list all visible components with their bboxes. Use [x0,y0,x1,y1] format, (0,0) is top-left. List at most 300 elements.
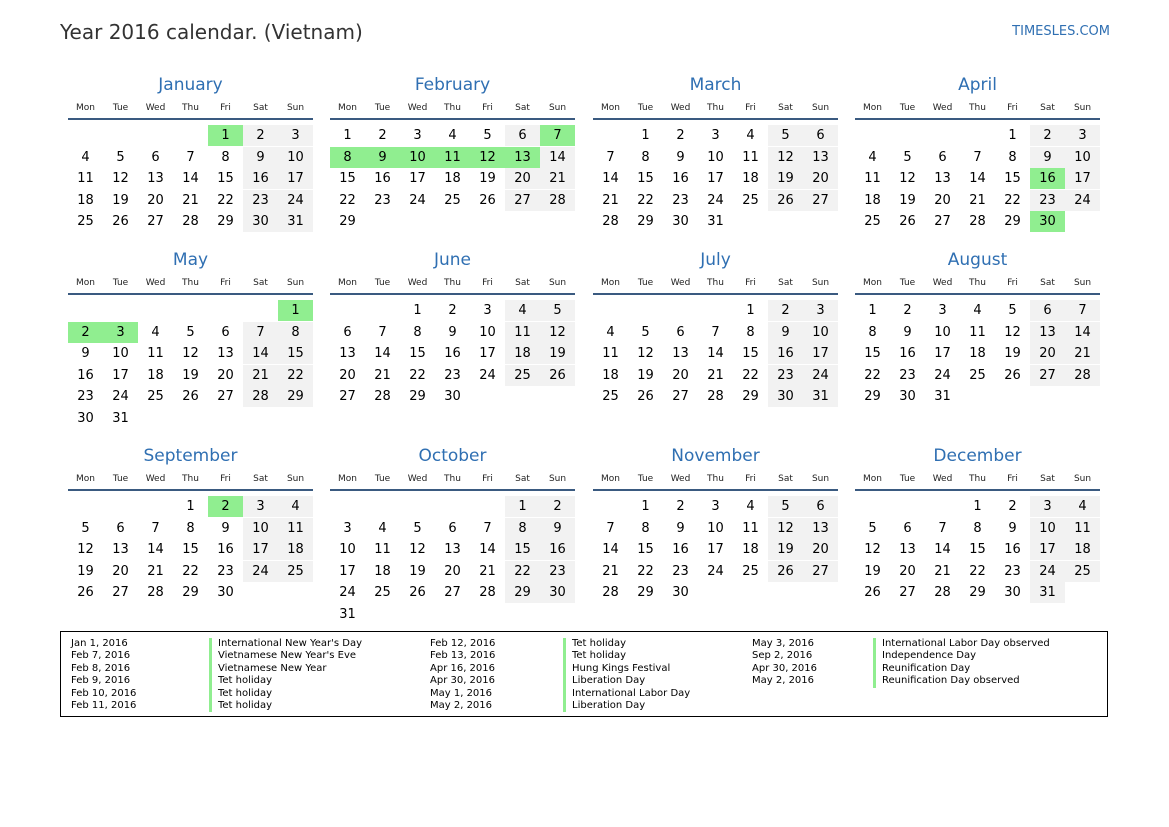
day-cell[interactable]: 24 [803,365,838,386]
day-cell[interactable]: 22 [637,192,654,208]
day-cell[interactable]: 3 [413,128,422,143]
day-cell[interactable]: 2 [448,303,457,318]
day-cell[interactable]: 25 [602,389,619,404]
day-cell[interactable]: 14 [182,171,199,186]
day-cell[interactable]: 6 [343,324,352,340]
day-cell[interactable]: 10 [339,542,356,557]
day-cell[interactable]: 7 [938,520,947,536]
day-cell[interactable]: 8 [1008,149,1017,165]
day-cell[interactable]: 24 [278,190,313,211]
day-cell[interactable]: 3 [803,300,838,321]
day-cell[interactable]: 29 [1004,214,1021,229]
day-cell[interactable]: 10 [934,324,951,340]
day-cell[interactable]: 23 [374,192,391,208]
day-cell[interactable]: 17 [479,346,496,361]
day-cell[interactable]: 22 [182,563,199,579]
day-cell[interactable]: 14 [707,346,724,361]
day-cell[interactable]: 7 [186,149,195,165]
day-cell[interactable]: 12 [112,171,129,186]
day-cell[interactable]: 10 [243,518,278,539]
day-cell[interactable]: 21 [707,367,724,383]
day-cell[interactable]: 15 [182,542,199,557]
day-cell[interactable]: 15 [409,346,426,361]
day-cell[interactable]: 21 [934,563,951,579]
day-cell[interactable]: 13 [672,346,689,361]
day-cell[interactable]: 24 [112,389,129,404]
day-cell[interactable]: 10 [278,147,313,168]
day-cell[interactable]: 20 [1030,343,1065,364]
day-cell[interactable]: 31 [339,606,356,622]
day-cell[interactable]: 28 [934,585,951,600]
holiday-day-cell[interactable]: 2 [208,496,243,517]
day-cell[interactable]: 24 [1065,190,1100,211]
day-cell[interactable]: 14 [1065,322,1100,343]
day-cell[interactable]: 1 [413,303,422,318]
day-cell[interactable]: 2 [676,128,685,143]
day-cell[interactable]: 6 [116,520,125,536]
day-cell[interactable]: 22 [339,192,356,208]
day-cell[interactable]: 21 [182,192,199,208]
day-cell[interactable]: 19 [768,168,803,189]
holiday-day-cell[interactable]: 1 [208,125,243,146]
day-cell[interactable]: 2 [768,300,803,321]
day-cell[interactable]: 12 [768,147,803,168]
day-cell[interactable]: 30 [672,585,689,600]
day-cell[interactable]: 25 [77,214,94,229]
day-cell[interactable]: 29 [409,389,426,404]
day-cell[interactable]: 7 [483,520,492,536]
day-cell[interactable]: 27 [934,214,951,229]
day-cell[interactable]: 23 [243,190,278,211]
day-cell[interactable]: 16 [672,542,689,557]
day-cell[interactable]: 1 [343,128,352,143]
holiday-day-cell[interactable]: 9 [365,147,400,168]
day-cell[interactable]: 19 [409,563,426,579]
day-cell[interactable]: 31 [112,410,129,426]
day-cell[interactable]: 8 [278,322,313,343]
day-cell[interactable]: 7 [606,149,615,165]
day-cell[interactable]: 17 [803,343,838,364]
day-cell[interactable]: 5 [768,125,803,146]
day-cell[interactable]: 28 [602,214,619,229]
day-cell[interactable]: 8 [641,520,650,536]
day-cell[interactable]: 9 [676,520,685,536]
day-cell[interactable]: 14 [479,542,496,557]
day-cell[interactable]: 5 [81,520,90,536]
day-cell[interactable]: 8 [413,324,422,340]
day-cell[interactable]: 26 [540,365,575,386]
day-cell[interactable]: 9 [768,322,803,343]
day-cell[interactable]: 30 [899,389,916,404]
day-cell[interactable]: 17 [934,346,951,361]
day-cell[interactable]: 29 [217,214,234,229]
day-cell[interactable]: 7 [151,520,160,536]
day-cell[interactable]: 3 [243,496,278,517]
day-cell[interactable]: 30 [217,585,234,600]
day-cell[interactable]: 20 [339,367,356,383]
day-cell[interactable]: 21 [243,365,278,386]
day-cell[interactable]: 29 [969,585,986,600]
day-cell[interactable]: 5 [641,324,650,340]
day-cell[interactable]: 1 [641,499,650,514]
day-cell[interactable]: 17 [278,168,313,189]
day-cell[interactable]: 19 [768,539,803,560]
day-cell[interactable]: 17 [707,171,724,186]
day-cell[interactable]: 22 [864,367,881,383]
day-cell[interactable]: 4 [746,499,755,514]
day-cell[interactable]: 10 [112,346,129,361]
day-cell[interactable]: 20 [803,539,838,560]
day-cell[interactable]: 20 [147,192,164,208]
day-cell[interactable]: 24 [707,192,724,208]
day-cell[interactable]: 21 [1065,343,1100,364]
day-cell[interactable]: 2 [676,499,685,514]
day-cell[interactable]: 19 [479,171,496,186]
day-cell[interactable]: 21 [969,192,986,208]
day-cell[interactable]: 12 [768,518,803,539]
day-cell[interactable]: 7 [243,322,278,343]
day-cell[interactable]: 27 [505,190,540,211]
day-cell[interactable]: 4 [81,149,90,165]
day-cell[interactable]: 16 [217,542,234,557]
day-cell[interactable]: 17 [409,171,426,186]
day-cell[interactable]: 28 [374,389,391,404]
day-cell[interactable]: 30 [243,211,278,232]
day-cell[interactable]: 5 [903,149,912,165]
holiday-day-cell[interactable]: 30 [1030,211,1065,232]
day-cell[interactable]: 27 [112,585,129,600]
day-cell[interactable]: 25 [1065,561,1100,582]
holiday-day-cell[interactable]: 12 [470,147,505,168]
day-cell[interactable]: 14 [602,542,619,557]
day-cell[interactable]: 30 [768,386,803,407]
day-cell[interactable]: 21 [479,563,496,579]
day-cell[interactable]: 23 [672,563,689,579]
day-cell[interactable]: 31 [803,386,838,407]
day-cell[interactable]: 25 [742,563,759,579]
day-cell[interactable]: 25 [374,585,391,600]
day-cell[interactable]: 8 [973,520,982,536]
day-cell[interactable]: 11 [374,542,391,557]
day-cell[interactable]: 14 [374,346,391,361]
day-cell[interactable]: 6 [1030,300,1065,321]
day-cell[interactable]: 14 [934,542,951,557]
day-cell[interactable]: 18 [278,539,313,560]
day-cell[interactable]: 30 [540,582,575,603]
day-cell[interactable]: 3 [711,499,720,514]
day-cell[interactable]: 23 [217,563,234,579]
day-cell[interactable]: 20 [505,168,540,189]
day-cell[interactable]: 14 [540,147,575,168]
day-cell[interactable]: 10 [1065,147,1100,168]
day-cell[interactable]: 29 [339,214,356,229]
day-cell[interactable]: 6 [938,149,947,165]
day-cell[interactable]: 7 [606,520,615,536]
day-cell[interactable]: 4 [278,496,313,517]
day-cell[interactable]: 18 [969,346,986,361]
day-cell[interactable]: 22 [742,367,759,383]
day-cell[interactable]: 1 [1008,128,1017,143]
day-cell[interactable]: 9 [1030,147,1065,168]
day-cell[interactable]: 4 [1065,496,1100,517]
day-cell[interactable]: 11 [147,346,164,361]
day-cell[interactable]: 6 [803,496,838,517]
day-cell[interactable]: 15 [278,343,313,364]
day-cell[interactable]: 10 [707,149,724,165]
day-cell[interactable]: 5 [868,520,877,536]
day-cell[interactable]: 13 [803,147,838,168]
holiday-day-cell[interactable]: 11 [435,147,470,168]
day-cell[interactable]: 10 [1030,518,1065,539]
day-cell[interactable]: 6 [221,324,230,340]
day-cell[interactable]: 26 [768,561,803,582]
day-cell[interactable]: 22 [278,365,313,386]
day-cell[interactable]: 5 [186,324,195,340]
day-cell[interactable]: 15 [969,542,986,557]
day-cell[interactable]: 18 [742,542,759,557]
day-cell[interactable]: 2 [540,496,575,517]
day-cell[interactable]: 8 [221,149,230,165]
day-cell[interactable]: 16 [540,539,575,560]
day-cell[interactable]: 27 [899,585,916,600]
day-cell[interactable]: 5 [1008,303,1017,318]
day-cell[interactable]: 5 [413,520,422,536]
day-cell[interactable]: 4 [868,149,877,165]
day-cell[interactable]: 15 [339,171,356,186]
day-cell[interactable]: 26 [112,214,129,229]
day-cell[interactable]: 4 [606,324,615,340]
holiday-day-cell[interactable]: 1 [278,300,313,321]
day-cell[interactable]: 2 [378,128,387,143]
day-cell[interactable]: 17 [707,542,724,557]
day-cell[interactable]: 28 [243,386,278,407]
day-cell[interactable]: 11 [77,171,94,186]
day-cell[interactable]: 8 [641,149,650,165]
day-cell[interactable]: 27 [339,389,356,404]
day-cell[interactable]: 15 [505,539,540,560]
day-cell[interactable]: 19 [864,563,881,579]
day-cell[interactable]: 18 [147,367,164,383]
day-cell[interactable]: 11 [969,324,986,340]
day-cell[interactable]: 9 [903,324,912,340]
day-cell[interactable]: 13 [217,346,234,361]
day-cell[interactable]: 30 [77,410,94,426]
holiday-day-cell[interactable]: 10 [400,147,435,168]
day-cell[interactable]: 11 [278,518,313,539]
day-cell[interactable]: 15 [864,346,881,361]
day-cell[interactable]: 22 [505,561,540,582]
day-cell[interactable]: 18 [742,171,759,186]
day-cell[interactable]: 18 [374,563,391,579]
day-cell[interactable]: 26 [899,214,916,229]
day-cell[interactable]: 19 [112,192,129,208]
day-cell[interactable]: 17 [339,563,356,579]
day-cell[interactable]: 22 [409,367,426,383]
day-cell[interactable]: 1 [973,499,982,514]
day-cell[interactable]: 15 [637,542,654,557]
day-cell[interactable]: 23 [1004,563,1021,579]
day-cell[interactable]: 9 [540,518,575,539]
day-cell[interactable]: 23 [444,367,461,383]
day-cell[interactable]: 24 [707,563,724,579]
holiday-day-cell[interactable]: 7 [540,125,575,146]
day-cell[interactable]: 2 [1008,499,1017,514]
day-cell[interactable]: 25 [969,367,986,383]
day-cell[interactable]: 7 [1065,300,1100,321]
day-cell[interactable]: 12 [1004,324,1021,340]
day-cell[interactable]: 20 [672,367,689,383]
day-cell[interactable]: 25 [147,389,164,404]
day-cell[interactable]: 2 [1030,125,1065,146]
day-cell[interactable]: 10 [707,520,724,536]
day-cell[interactable]: 18 [602,367,619,383]
day-cell[interactable]: 2 [243,125,278,146]
day-cell[interactable]: 1 [868,303,877,318]
day-cell[interactable]: 9 [81,346,90,361]
day-cell[interactable]: 4 [505,300,540,321]
day-cell[interactable]: 5 [768,496,803,517]
day-cell[interactable]: 16 [672,171,689,186]
day-cell[interactable]: 21 [602,192,619,208]
day-cell[interactable]: 5 [540,300,575,321]
day-cell[interactable]: 3 [938,303,947,318]
day-cell[interactable]: 13 [934,171,951,186]
day-cell[interactable]: 20 [217,367,234,383]
day-cell[interactable]: 15 [742,346,759,361]
day-cell[interactable]: 4 [448,128,457,143]
day-cell[interactable]: 26 [637,389,654,404]
day-cell[interactable]: 13 [1030,322,1065,343]
day-cell[interactable]: 19 [1004,346,1021,361]
day-cell[interactable]: 11 [1065,518,1100,539]
day-cell[interactable]: 19 [637,367,654,383]
day-cell[interactable]: 19 [899,192,916,208]
day-cell[interactable]: 29 [742,389,759,404]
day-cell[interactable]: 19 [77,563,94,579]
day-cell[interactable]: 11 [742,520,759,536]
day-cell[interactable]: 20 [899,563,916,579]
day-cell[interactable]: 8 [505,518,540,539]
day-cell[interactable]: 22 [637,563,654,579]
day-cell[interactable]: 17 [112,367,129,383]
day-cell[interactable]: 8 [186,520,195,536]
day-cell[interactable]: 30 [672,214,689,229]
day-cell[interactable]: 27 [217,389,234,404]
day-cell[interactable]: 23 [899,367,916,383]
day-cell[interactable]: 1 [746,303,755,318]
day-cell[interactable]: 9 [243,147,278,168]
day-cell[interactable]: 3 [483,303,492,318]
day-cell[interactable]: 27 [1030,365,1065,386]
day-cell[interactable]: 3 [1030,496,1065,517]
day-cell[interactable]: 1 [641,128,650,143]
day-cell[interactable]: 1 [505,496,540,517]
day-cell[interactable]: 3 [278,125,313,146]
day-cell[interactable]: 28 [147,585,164,600]
day-cell[interactable]: 16 [899,346,916,361]
day-cell[interactable]: 6 [151,149,160,165]
day-cell[interactable]: 15 [637,171,654,186]
day-cell[interactable]: 4 [151,324,160,340]
day-cell[interactable]: 19 [540,343,575,364]
day-cell[interactable]: 8 [868,324,877,340]
day-cell[interactable]: 26 [409,585,426,600]
day-cell[interactable]: 28 [969,214,986,229]
day-cell[interactable]: 2 [903,303,912,318]
day-cell[interactable]: 28 [707,389,724,404]
day-cell[interactable]: 27 [803,190,838,211]
day-cell[interactable]: 23 [77,389,94,404]
day-cell[interactable]: 16 [243,168,278,189]
day-cell[interactable]: 9 [221,520,230,536]
day-cell[interactable]: 16 [444,346,461,361]
day-cell[interactable]: 14 [243,343,278,364]
day-cell[interactable]: 23 [672,192,689,208]
day-cell[interactable]: 29 [182,585,199,600]
day-cell[interactable]: 11 [505,322,540,343]
day-cell[interactable]: 28 [540,190,575,211]
day-cell[interactable]: 23 [540,561,575,582]
day-cell[interactable]: 13 [899,542,916,557]
day-cell[interactable]: 12 [637,346,654,361]
day-cell[interactable]: 11 [602,346,619,361]
holiday-day-cell[interactable]: 8 [330,147,365,168]
day-cell[interactable]: 24 [243,561,278,582]
day-cell[interactable]: 14 [147,542,164,557]
day-cell[interactable]: 12 [899,171,916,186]
day-cell[interactable]: 27 [803,561,838,582]
day-cell[interactable]: 24 [479,367,496,383]
day-cell[interactable]: 7 [378,324,387,340]
day-cell[interactable]: 12 [409,542,426,557]
day-cell[interactable]: 8 [746,324,755,340]
day-cell[interactable]: 22 [969,563,986,579]
day-cell[interactable]: 22 [217,192,234,208]
day-cell[interactable]: 25 [505,365,540,386]
day-cell[interactable]: 18 [1065,539,1100,560]
day-cell[interactable]: 27 [672,389,689,404]
day-cell[interactable]: 18 [864,192,881,208]
day-cell[interactable]: 23 [768,365,803,386]
day-cell[interactable]: 13 [112,542,129,557]
day-cell[interactable]: 21 [147,563,164,579]
day-cell[interactable]: 12 [864,542,881,557]
day-cell[interactable]: 26 [77,585,94,600]
day-cell[interactable]: 24 [1030,561,1065,582]
day-cell[interactable]: 26 [1004,367,1021,383]
day-cell[interactable]: 28 [1065,365,1100,386]
day-cell[interactable]: 16 [768,343,803,364]
day-cell[interactable]: 6 [676,324,685,340]
day-cell[interactable]: 29 [278,386,313,407]
holiday-day-cell[interactable]: 3 [103,322,138,343]
day-cell[interactable]: 12 [540,322,575,343]
day-cell[interactable]: 31 [278,211,313,232]
day-cell[interactable]: 19 [182,367,199,383]
day-cell[interactable]: 13 [444,542,461,557]
day-cell[interactable]: 4 [746,128,755,143]
day-cell[interactable]: 4 [378,520,387,536]
day-cell[interactable]: 20 [444,563,461,579]
day-cell[interactable]: 26 [864,585,881,600]
day-cell[interactable]: 3 [1065,125,1100,146]
day-cell[interactable]: 6 [903,520,912,536]
day-cell[interactable]: 13 [339,346,356,361]
day-cell[interactable]: 27 [147,214,164,229]
day-cell[interactable]: 26 [479,192,496,208]
day-cell[interactable]: 16 [1004,542,1021,557]
day-cell[interactable]: 11 [864,171,881,186]
